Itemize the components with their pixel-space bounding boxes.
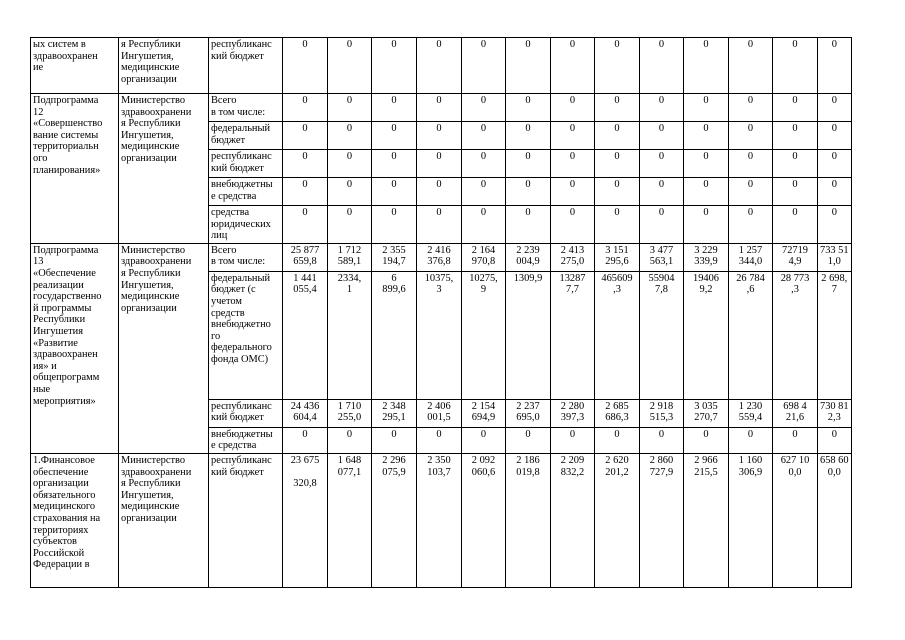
value-cell: 0 [283, 122, 328, 150]
table-row [31, 243, 852, 271]
value-cell: 0 [506, 94, 551, 122]
value-cell: 1309,9 [506, 271, 551, 399]
executor-cell: Министерство здравоохранени я Республики Ингушетия, медицинские организации [119, 94, 209, 244]
value-cell: 13287 7,7 [551, 271, 595, 399]
value-cell: 0 [595, 178, 640, 206]
value-cell: 0 [506, 427, 551, 453]
value-cell: 0 [640, 122, 684, 150]
value-cell: 0 [729, 122, 773, 150]
value-cell: 0 [640, 178, 684, 206]
value-cell: 0 [372, 178, 417, 206]
value-cell: 0 [729, 178, 773, 206]
value-cell: 0 [417, 94, 462, 122]
value-cell: 0 [551, 427, 595, 453]
value-cell: 2 620 201,2 [595, 453, 640, 587]
value-cell: 0 [595, 122, 640, 150]
value-cell: 0 [328, 206, 372, 244]
value-cell: 0 [595, 427, 640, 453]
value-cell: 0 [417, 122, 462, 150]
value-cell: 0 [462, 427, 506, 453]
value-cell: 1 257 344,0 [729, 243, 773, 271]
budget-table [30, 37, 852, 588]
value-cell: 0 [283, 427, 328, 453]
value-cell: 0 [640, 150, 684, 178]
value-cell: 0 [773, 94, 818, 122]
value-cell: 0 [818, 178, 852, 206]
value-cell: 2 164 970,8 [462, 243, 506, 271]
value-cell: 0 [640, 427, 684, 453]
value-cell: 1 441 055,4 [283, 271, 328, 399]
value-cell: 2 355 194,7 [372, 243, 417, 271]
program-name-cell: Подпрограмма 12 «Совершенство вание системы территориальн ого планирования» [31, 94, 119, 244]
value-cell: 0 [462, 150, 506, 178]
value-cell: 19406 9,2 [684, 271, 729, 399]
value-cell: 2 280 397,3 [551, 399, 595, 427]
value-cell: 0 [328, 122, 372, 150]
value-cell: 0 [328, 150, 372, 178]
value-cell: 0 [328, 38, 372, 94]
value-cell: 2334, 1 [328, 271, 372, 399]
value-cell: 26 784 ,6 [729, 271, 773, 399]
value-cell: 0 [462, 178, 506, 206]
value-cell: 0 [283, 150, 328, 178]
value-cell: 0 [283, 38, 328, 94]
value-cell: 2 413 275,0 [551, 243, 595, 271]
value-cell: 0 [595, 206, 640, 244]
table-row [31, 94, 852, 122]
value-cell: 0 [417, 178, 462, 206]
value-cell: 0 [551, 206, 595, 244]
program-name-cell: ых систем в здравоохранен ие [31, 38, 119, 94]
value-cell: 0 [773, 122, 818, 150]
value-cell: 1 712 589,1 [328, 243, 372, 271]
value-cell: 0 [640, 38, 684, 94]
value-cell: 2 966 215,5 [684, 453, 729, 587]
funding-source-cell: внебюджетны е средства [209, 178, 283, 206]
program-name-cell: 1.Финансовое обеспечение организации обязательного медицинского страхования на территориях субъектов Российской Федерации в [31, 453, 119, 587]
value-cell: 730 81 2,3 [818, 399, 852, 427]
value-cell: 0 [595, 150, 640, 178]
value-cell: 658 60 0,0 [818, 453, 852, 587]
value-cell: 0 [684, 178, 729, 206]
value-cell: 0 [551, 94, 595, 122]
value-cell: 2 348 295,1 [372, 399, 417, 427]
value-cell: 10375, 3 [417, 271, 462, 399]
value-cell: 0 [773, 150, 818, 178]
value-cell: 0 [684, 206, 729, 244]
value-cell: 0 [551, 178, 595, 206]
value-cell: 0 [417, 38, 462, 94]
value-cell: 6 899,6 [372, 271, 417, 399]
value-cell: 0 [551, 150, 595, 178]
value-cell: 0 [462, 206, 506, 244]
funding-source-cell: республиканс кий бюджет [209, 453, 283, 587]
value-cell: 0 [283, 94, 328, 122]
executor-cell: я Республики Ингушетия, медицинские организации [119, 38, 209, 94]
value-cell: 465609 ,3 [595, 271, 640, 399]
value-cell: 0 [729, 206, 773, 244]
value-cell: 0 [773, 427, 818, 453]
value-cell: 0 [729, 150, 773, 178]
value-cell: 3 151 295,6 [595, 243, 640, 271]
value-cell: 2 092 060,6 [462, 453, 506, 587]
value-cell: 0 [640, 206, 684, 244]
value-cell: 0 [729, 94, 773, 122]
value-cell: 0 [462, 38, 506, 94]
value-cell: 2 860 727,9 [640, 453, 684, 587]
value-cell: 0 [462, 94, 506, 122]
value-cell: 0 [684, 427, 729, 453]
value-cell: 0 [595, 38, 640, 94]
value-cell: 3 477 563,1 [640, 243, 684, 271]
funding-source-cell: Всего в том числе: [209, 94, 283, 122]
value-cell: 2 296 075,9 [372, 453, 417, 587]
value-cell: 0 [684, 122, 729, 150]
value-cell: 0 [551, 122, 595, 150]
value-cell: 55904 7,8 [640, 271, 684, 399]
value-cell: 0 [372, 38, 417, 94]
value-cell: 0 [417, 427, 462, 453]
value-cell: 0 [729, 427, 773, 453]
value-cell: 0 [818, 38, 852, 94]
value-cell: 3 035 270,7 [684, 399, 729, 427]
value-cell: 0 [684, 38, 729, 94]
value-cell: 0 [506, 122, 551, 150]
value-cell: 0 [773, 178, 818, 206]
value-cell: 0 [506, 206, 551, 244]
table-row [31, 453, 852, 587]
value-cell: 0 [684, 150, 729, 178]
value-cell: 0 [506, 38, 551, 94]
value-cell: 0 [818, 427, 852, 453]
value-cell: 0 [729, 38, 773, 94]
value-cell: 733 51 1,0 [818, 243, 852, 271]
funding-source-cell: федеральный бюджет (с учетом средств внебюджетно го федерального фонда ОМС) [209, 271, 283, 399]
value-cell: 72719 4,9 [773, 243, 818, 271]
funding-source-cell: республиканс кий бюджет [209, 150, 283, 178]
funding-source-cell: республиканс кий бюджет [209, 38, 283, 94]
table-row [31, 38, 852, 94]
value-cell: 0 [372, 122, 417, 150]
value-cell: 2 154 694,9 [462, 399, 506, 427]
value-cell: 28 773 ,3 [773, 271, 818, 399]
value-cell: 627 10 0,0 [773, 453, 818, 587]
value-cell: 0 [328, 427, 372, 453]
value-cell: 2 416 376,8 [417, 243, 462, 271]
value-cell: 1 710 255,0 [328, 399, 372, 427]
value-cell: 0 [640, 94, 684, 122]
value-cell: 698 4 21,6 [773, 399, 818, 427]
executor-cell: Министерство здравоохранени я Республики Ингушетия, медицинские организации [119, 243, 209, 453]
value-cell: 1 160 306,9 [729, 453, 773, 587]
value-cell: 24 436 604,4 [283, 399, 328, 427]
value-cell: 0 [417, 150, 462, 178]
value-cell: 10275, 9 [462, 271, 506, 399]
value-cell: 0 [818, 122, 852, 150]
value-cell: 2 350 103,7 [417, 453, 462, 587]
executor-cell: Министерство здравоохранени я Республики Ингушетия, медицинские организации [119, 453, 209, 587]
value-cell: 0 [328, 94, 372, 122]
value-cell: 0 [372, 206, 417, 244]
value-cell: 0 [818, 150, 852, 178]
value-cell: 2 186 019,8 [506, 453, 551, 587]
value-cell: 2 209 832,2 [551, 453, 595, 587]
value-cell: 0 [372, 150, 417, 178]
value-cell: 0 [773, 206, 818, 244]
funding-source-cell: республиканс кий бюджет [209, 399, 283, 427]
funding-source-cell: федеральный бюджет [209, 122, 283, 150]
funding-source-cell: Всего в том числе: [209, 243, 283, 271]
value-cell: 2 698, 7 [818, 271, 852, 399]
value-cell: 0 [551, 38, 595, 94]
value-cell: 2 918 515,3 [640, 399, 684, 427]
value-cell: 0 [506, 150, 551, 178]
value-cell: 0 [417, 206, 462, 244]
budget-table-body [31, 38, 852, 588]
value-cell: 23 675 320,8 [283, 453, 328, 587]
value-cell: 0 [818, 94, 852, 122]
value-cell: 0 [684, 94, 729, 122]
value-cell: 0 [372, 427, 417, 453]
value-cell: 0 [462, 122, 506, 150]
funding-source-cell: средства юридических лиц [209, 206, 283, 244]
value-cell: 2 406 001,5 [417, 399, 462, 427]
value-cell: 2 685 686,3 [595, 399, 640, 427]
value-cell: 0 [372, 94, 417, 122]
value-cell: 2 237 695,0 [506, 399, 551, 427]
value-cell: 0 [773, 38, 818, 94]
value-cell: 0 [283, 178, 328, 206]
value-cell: 0 [506, 178, 551, 206]
value-cell: 0 [595, 94, 640, 122]
value-cell: 3 229 339,9 [684, 243, 729, 271]
program-name-cell: Подпрограмма 13 «Обеспечение реализации государственно й программы Республики Ингушетия «Развитие здравоохранен ия» и общепрограмм ные мероприятия» [31, 243, 119, 453]
value-cell: 0 [818, 206, 852, 244]
value-cell: 1 230 559,4 [729, 399, 773, 427]
funding-source-cell: внебюджетны е средства [209, 427, 283, 453]
value-cell: 2 239 004,9 [506, 243, 551, 271]
value-cell: 1 648 077,1 [328, 453, 372, 587]
value-cell: 0 [283, 206, 328, 244]
value-cell: 0 [328, 178, 372, 206]
value-cell: 25 877 659,8 [283, 243, 328, 271]
